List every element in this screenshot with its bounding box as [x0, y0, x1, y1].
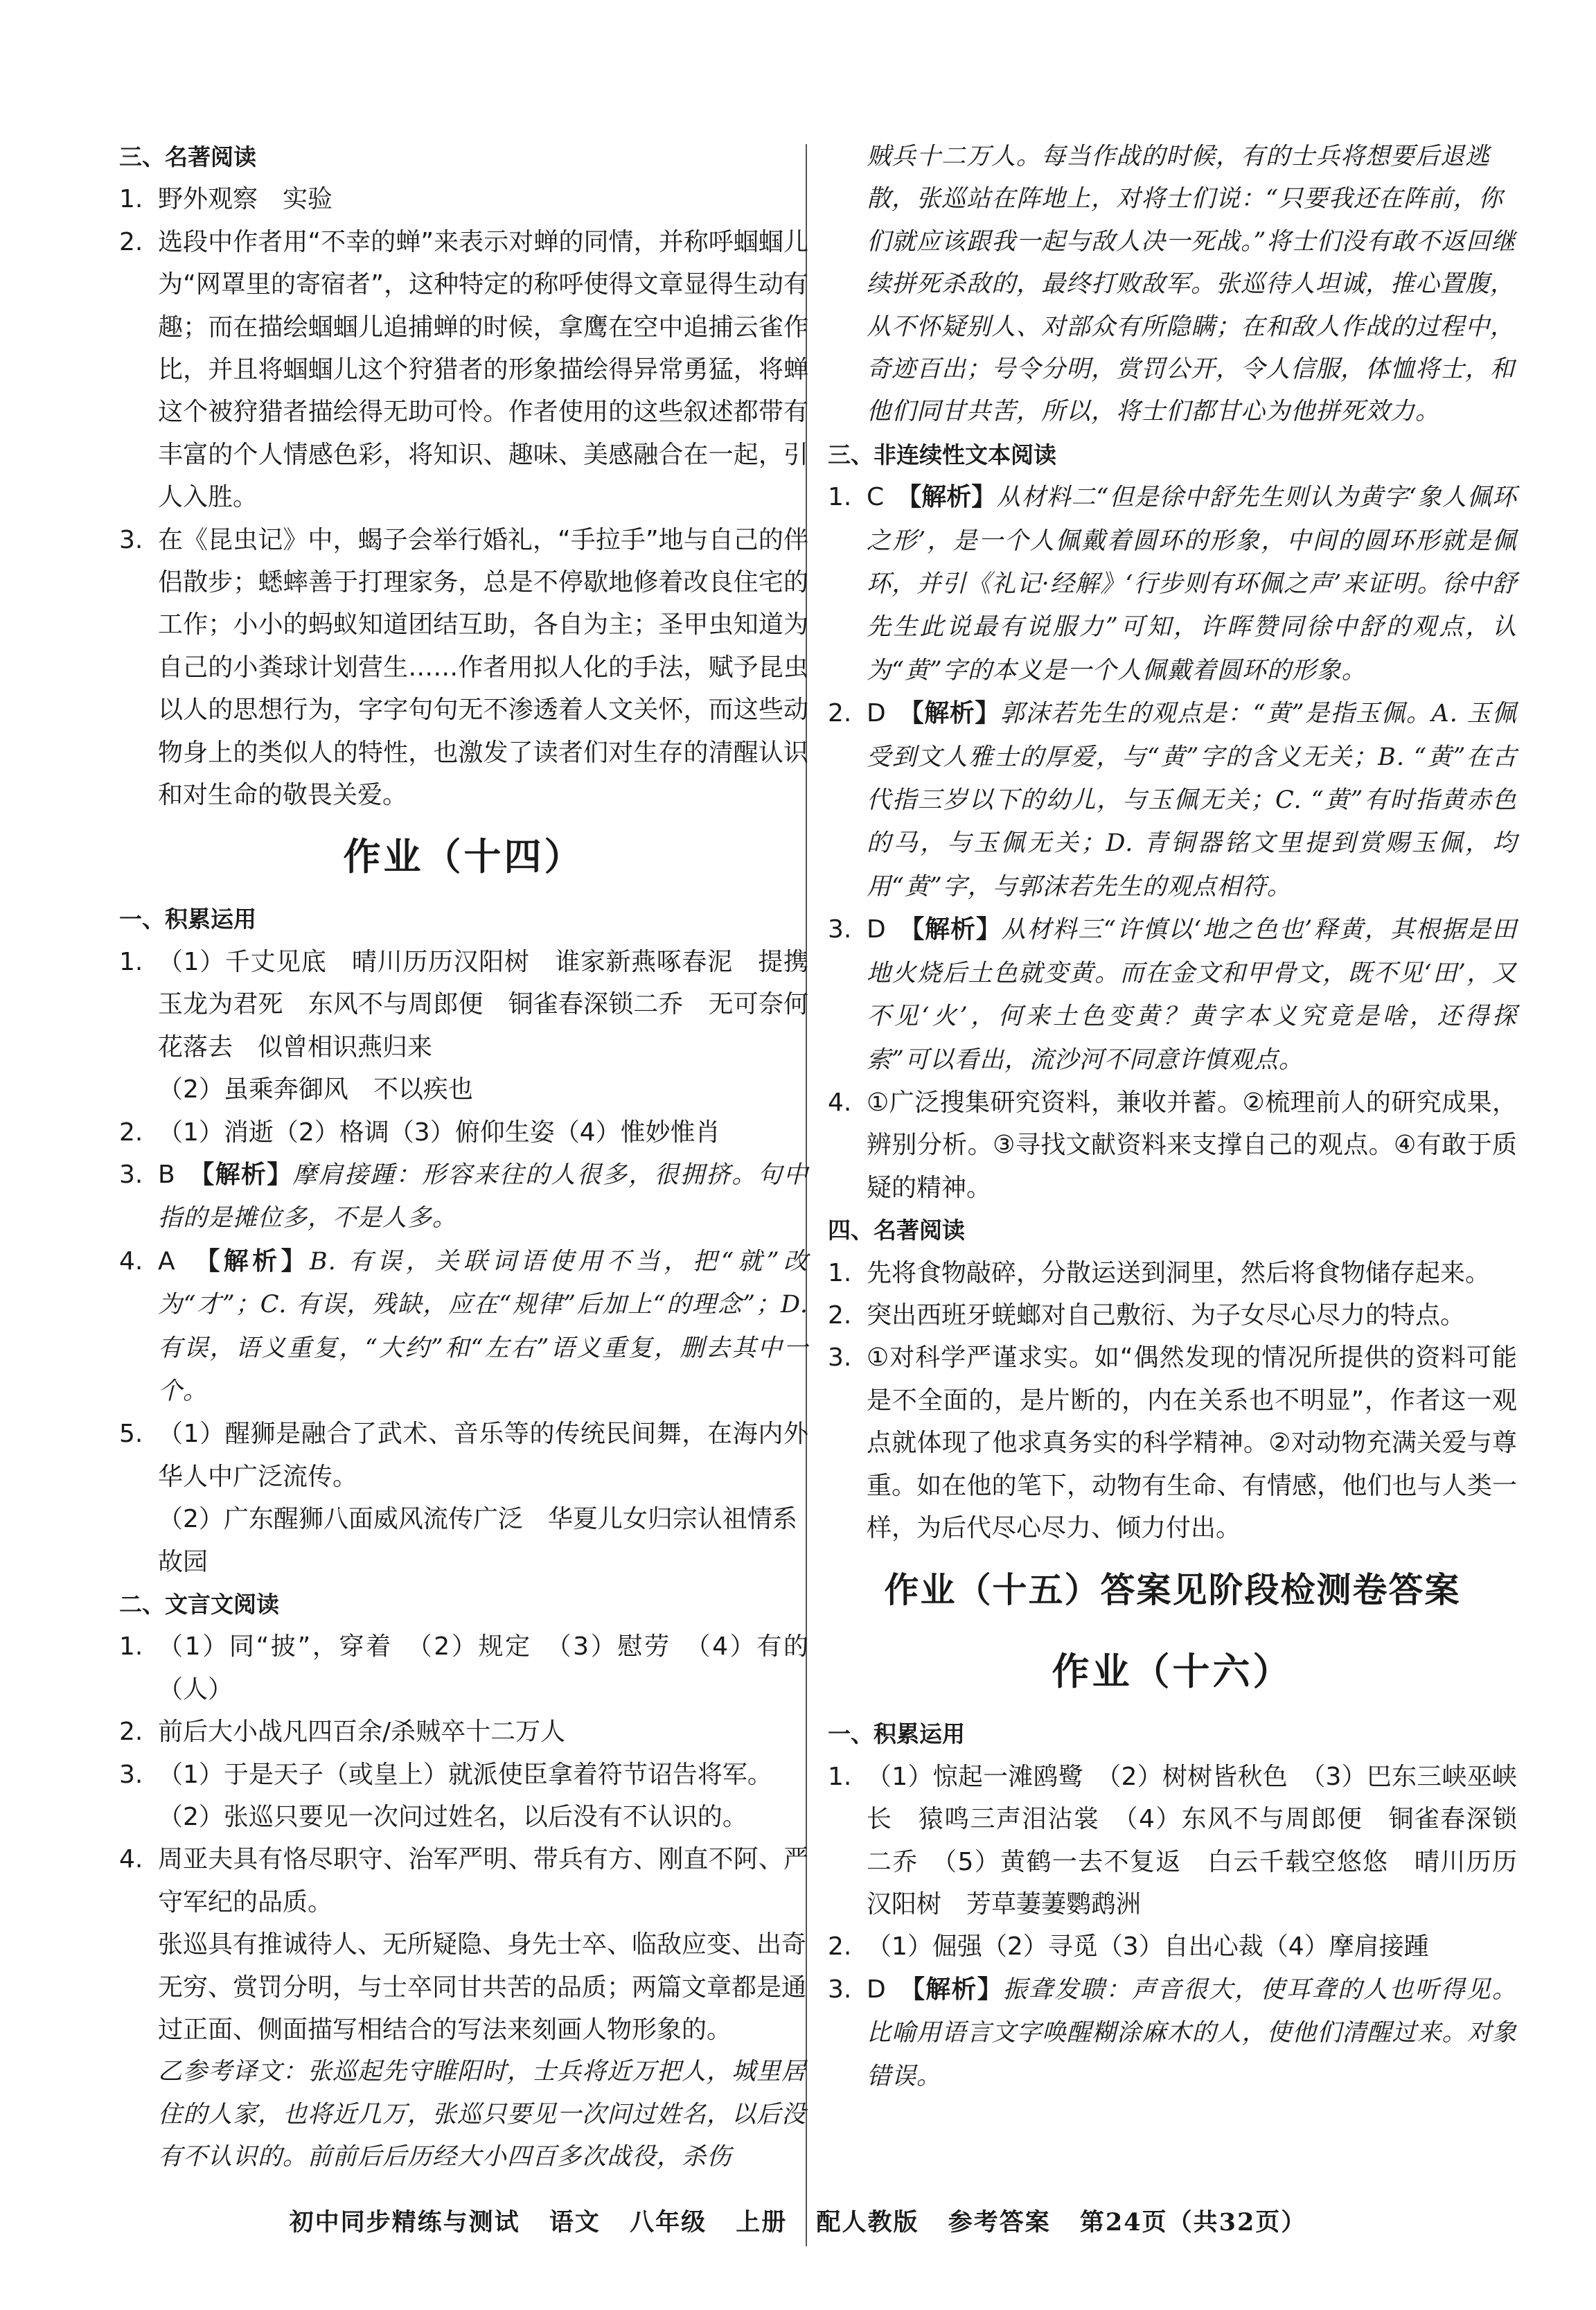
answer-item: 3. 在《昆虫记》中，蝎子会举行婚礼，“手拉手”地与自己的伴侣散步；蟋蟀善于打理家务，总是不停歇地修着改良住宅的工作；小小的蚂蚁知道团结互助，各自为主；圣甲虫知道为自己的小粪球计划营生……作者用拟人化的手法，赋予昆虫以人的思想行为，字字句句无不渗透着人文关怀，而这些动物身上的类似人的特性，也激发了读者们对生存的清醒认识和对生命的敬畏关爱。 — [119, 525, 808, 810]
translation-text: 乙参考译文：张巡起先守睢阳时，士兵将近万把人，城里居住的人家，也将近几万，张巡只要见一次问过姓名，以后没有不认识的。前前后后历经大小四百多次战役，杀伤 — [158, 2058, 807, 2171]
homework-title: 作业（十四） — [343, 835, 585, 879]
answer-item: 3. D 【解析】从材料三“许慎以‘地之色也’释黄，其根据是田地火烧后土色就变黄。而在金文和甲骨文，既不见‘田’，又不见‘火’，何来土色变黄？黄字本义究竟是啥，还得探索”可以看出，流沙河不同意许慎观点。 — [828, 915, 1517, 1074]
footer-grade: 八年级 — [630, 2208, 707, 2237]
translation-text: 贼兵十二万人。每当作战的时候，有的士兵将想要后退逃散，张巡站在阵地上，对将士们说：“只要我还在阵前，你们就应该跟我一起与敌人决一死战。”将士们没有敢不返回继续拼死杀敌的，最终打败敌军。张巡待人坦诚，推心置腹，从不怀疑别人、对部众有所隐瞒；在和敌人作战的过程中，奇迹百出；号令分明，赏罚公开，令人信服，体恤将士，和他们同甘共苦，所以，将士们都甘心为他拼死效力。 — [867, 143, 1516, 426]
page-number: 第24页（共32页） — [1079, 2208, 1307, 2237]
footer-edition: 配人教版 — [816, 2208, 919, 2237]
section-heading: 三、名著阅读 — [119, 143, 256, 170]
analysis-tag: 【解析】 — [207, 1246, 310, 1276]
section-heading: 四、名著阅读 — [828, 1217, 965, 1244]
answer-subitem: （2）虽乘奔御风 不以疾也 — [158, 1075, 473, 1104]
footer-subject: 语文 — [549, 2208, 601, 2237]
answer-item: 3. D 【解析】振聋发聩：声音很大，使耳聋的人也听得见。比喻用语言文字唤醒糊涂麻木的人，使他们清醒过来。对象错误。 — [828, 1975, 1517, 2090]
section-heading: 二、文言文阅读 — [119, 1590, 279, 1618]
section-heading: 一、积累运用 — [119, 906, 256, 933]
analysis-tag: 【解析】 — [912, 915, 1002, 944]
left-column — [119, 136, 808, 2179]
answer-item: 2. （1）倔强（2）寻觅（3）自出心裁（4）摩肩接踵 — [828, 1932, 1429, 1961]
analysis-tag: 【解析】 — [909, 483, 997, 512]
footer-section: 参考答案 — [948, 2208, 1051, 2237]
analysis-tag: 【解析】 — [202, 1160, 293, 1189]
analysis-tag: 【解析】 — [912, 1975, 1003, 2004]
answer-item: 2. D 【解析】郭沫若先生的观点是：“黄”是指玉佩。A. 玉佩受到文人雅士的厚爱，与“黄”字的含义无关；B. “黄”在古代指三岁以下的幼儿，与玉佩无关；C. “黄”有时指黄赤色的马，与玉佩无关；D. 青铜器铭文里提到赏赐玉佩，均用“黄”字，与郭沫若先生的观点相符。 — [828, 699, 1517, 901]
page-footer — [0, 2203, 1596, 2238]
homework-title: 作业（十五）答案见阶段检测卷答案 — [884, 1570, 1461, 1611]
footer-book: 初中同步精练与测试 — [289, 2208, 520, 2237]
answer-item: 1. 先将食物敲碎，分散运送到洞里，然后将食物储存起来。 — [828, 1258, 1491, 1287]
answer-item: 1. （1）千丈见底 晴川历历汉阳树 谁家新燕啄春泥 提携玉龙为君死 东风不与周郎便 铜雀春深锁二乔 无可奈何花落去 似曾相识燕归来 — [119, 947, 808, 1061]
answer-subitem: （2）广东醒狮八面威风流传广泛 华夏儿女归宗认祖情系故园 — [158, 1505, 797, 1576]
answer-item: 1. C 【解析】从材料二“但是徐中舒先生则认为黄字‘象人佩环之形’，是一个人佩戴着圆环的形象，中间的圆环形就是佩环，并引《礼记·经解》‘行步则有环佩之声’来证明。徐中舒先生此说最有说服力”可知，许晖赞同徐中舒的观点，认为“黄”字的本义是一个人佩戴着圆环的形象。 — [828, 483, 1517, 685]
answer-item: 3. （1）于是天子（或皇上）就派使臣拿着符节诏告将军。 — [119, 1760, 772, 1789]
answer-item: 1. （1）同“披”，穿着 （2）规定 （3）慰劳 （4）有的（人） — [119, 1632, 808, 1704]
answer-item: 4. 周亚夫具有恪尽职守、治军严明、带兵有方、刚直不阿、严守军纪的品质。 — [119, 1845, 808, 1916]
section-heading: 三、非连续性文本阅读 — [828, 441, 1056, 468]
footer-term: 上册 — [736, 2208, 788, 2237]
answer-item: 4. A 【解析】B. 有误，关联词语使用不当，把“就”改为“才”；C. 有误，残缺，应在“规律”后加上“的理念”；D. 有误，语义重复，“大约”和“左右”语义重复，删去其中一个。 — [119, 1246, 808, 1405]
analysis-tag: 【解析】 — [911, 699, 1000, 728]
answer-subitem: 张巡具有推诚待人、无所疑隐、身先士卒、临敌应变、出奇无穷、赏罚分明，与士卒同甘共苦的品质；两篇文章都是通过正面、侧面描写相结合的写法来刻画人物形象的。 — [158, 1930, 807, 2045]
homework-title: 作业（十六） — [1052, 1650, 1293, 1694]
section-heading: 一、积累运用 — [828, 1720, 965, 1748]
answer-item: 1. （1）惊起一滩鸥鹭 （2）树树皆秋色 （3）巴东三峡巫峡长 猿鸣三声泪沾裳 （4）东风不与周郎便 铜雀春深锁二乔 （5）黄鹤一去不复返 白云千载空悠悠 晴川历历汉阳树 芳草萋萋鹦鹉洲 — [828, 1762, 1517, 1919]
answer-item: 3. ①对科学严谨求实。如“偶然发现的情况所提供的资料可能是不全面的，是片断的，内在关系也不明显”，作者这一观点就体现了他求真务实的科学精神。②对动物充满关爱与尊重。如在他的笔下，动物有生命、有情感，他们也与人类一样，为后代尽心尽力、倾力付出。 — [828, 1343, 1517, 1542]
answer-item: 2. 选段中作者用“不幸的蝉”来表示对蝉的同情，并称呼蝈蝈儿为“网罩里的寄宿者”，这种特定的称呼使得文章显得生动有趣；而在描绘蝈蝈儿追捕蝉的时候，拿鹰在空中追捕云雀作比，并且将蝈蝈儿这个狩猎者的形象描绘得异常勇猛，将蝉这个被狩猎者描绘得无助可怜。作者使用的这些叙述都带有丰富的个人情感色彩，将知识、趣味、美感融合在一起，引人入胜。 — [119, 227, 808, 512]
answer-item: 2. （1）消逝（2）格调（3）俯仰生姿（4）惟妙惟肖 — [119, 1118, 720, 1147]
answer-subitem: （2）张巡只要见一次问过姓名，以后没有不认识的。 — [158, 1802, 747, 1831]
answer-item: 5. （1）醒狮是融合了武术、音乐等的传统民间舞，在海内外华人中广泛流传。 — [119, 1420, 808, 1491]
answer-item: 1. 野外观察 实验 — [119, 185, 333, 214]
answer-item: 2. 前后大小战凡四百余/杀贼卒十二万人 — [119, 1718, 566, 1747]
answer-item: 3. B 【解析】摩肩接踵：形容来往的人很多，很拥挤。句中指的是摊位多，不是人多。 — [119, 1160, 808, 1233]
answer-item: 4. ①广泛搜集研究资料，兼收并蓄。②梳理前人的研究成果，辨别分析。③寻找文献资料来支撑自己的观点。④有敢于质疑的精神。 — [828, 1088, 1517, 1202]
answer-item: 2. 突出西班牙蜣螂对自己敷衍、为子女尽心尽力的特点。 — [828, 1301, 1466, 1330]
right-column — [828, 136, 1517, 2098]
